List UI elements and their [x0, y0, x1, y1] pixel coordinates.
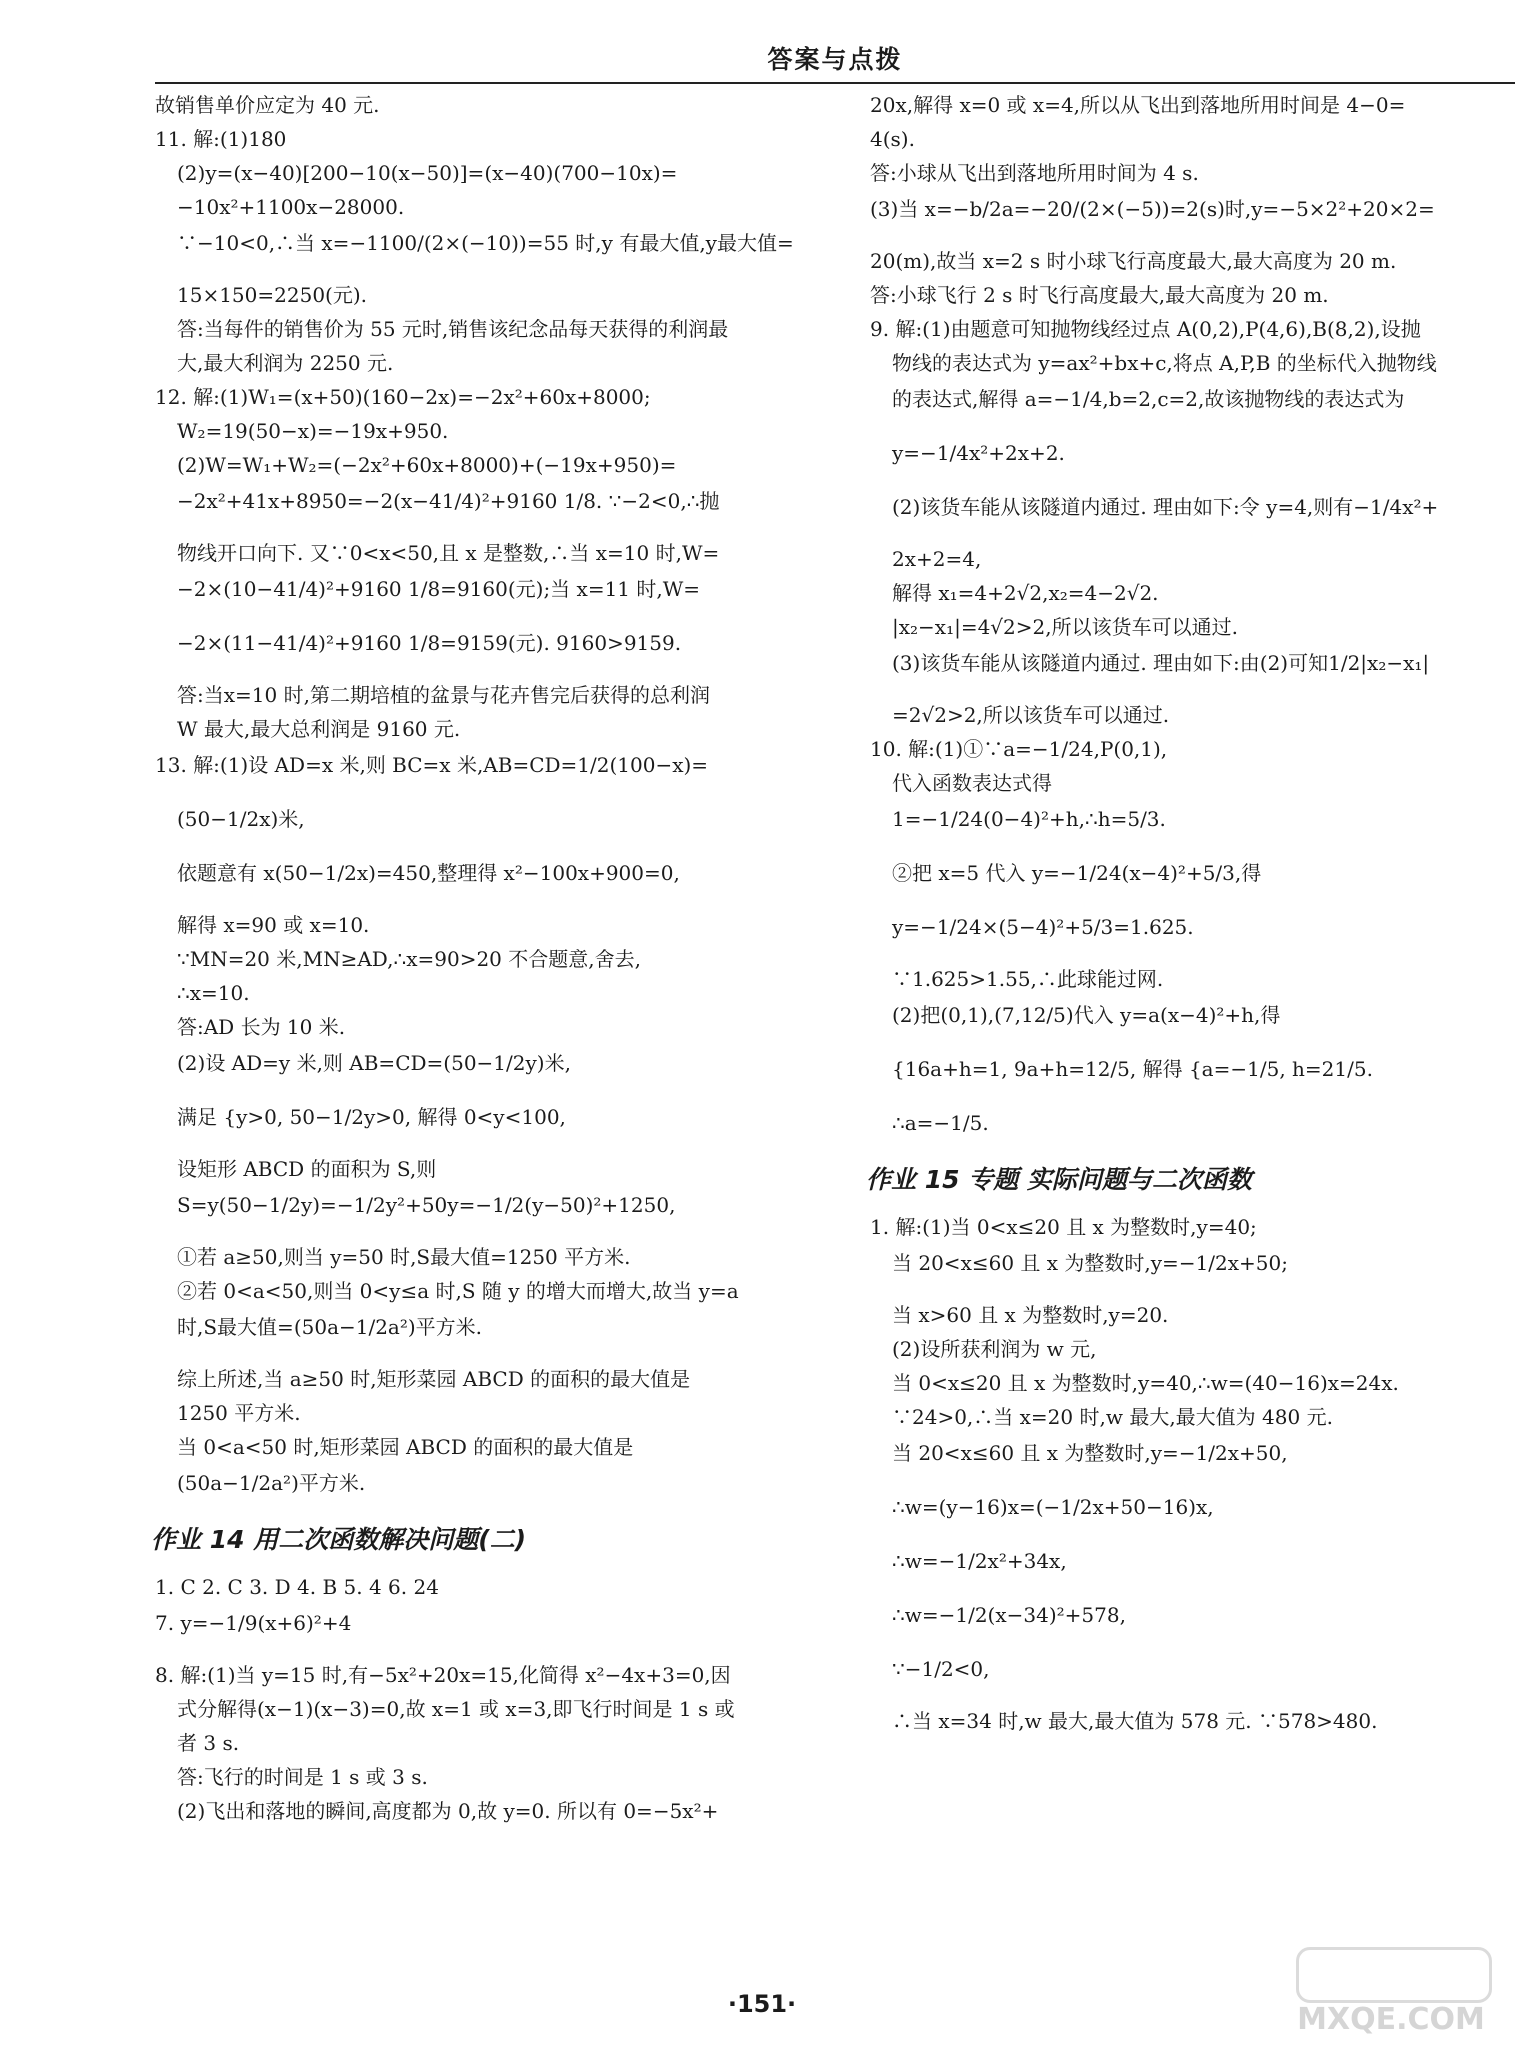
text-line: S=y(50−1/2y)=−1/2y²+50y=−1/2(y−50)²+1250,	[177, 1193, 676, 1217]
text-line: ∴a=−1/5.	[892, 1111, 989, 1135]
text-line: 代入函数表达式得	[892, 771, 1052, 795]
watermark-logo-icon	[1296, 1947, 1492, 2003]
text-line: |x₂−x₁|=4√2>2,所以该货车可以通过.	[892, 615, 1238, 639]
text-line: 物线开口向下. 又∵0<x<50,且 x 是整数,∴当 x=10 时,W=	[177, 541, 720, 565]
text-line: 综上所述,当 a≥50 时,矩形菜园 ABCD 的面积的最大值是	[177, 1367, 691, 1391]
text-line: 答:飞行的时间是 1 s 或 3 s.	[177, 1765, 428, 1789]
text-line: 当 20<x≤60 且 x 为整数时,y=−1/2x+50;	[892, 1251, 1288, 1275]
text-line: (2)设 AD=y 米,则 AB=CD=(50−1/2y)米,	[177, 1051, 571, 1075]
text-line: y=−1/4x²+2x+2.	[892, 441, 1065, 465]
text-line: 20x,解得 x=0 或 x=4,所以从飞出到落地所用时间是 4−0=	[870, 93, 1406, 117]
text-line: y=−1/24×(5−4)²+5/3=1.625.	[892, 915, 1194, 939]
text-line: 12. 解:(1)W₁=(x+50)(160−2x)=−2x²+60x+8000;	[155, 385, 651, 409]
text-line: 答:当x=10 时,第二期培植的盆景与花卉售完后获得的总利润	[177, 683, 710, 707]
text-line: −10x²+1100x−28000.	[177, 195, 405, 219]
text-line: 式分解得(x−1)(x−3)=0,故 x=1 或 x=3,即飞行时间是 1 s 或	[177, 1697, 735, 1721]
header-title: 答案与点拨	[767, 45, 903, 74]
text-line: 当 20<x≤60 且 x 为整数时,y=−1/2x+50,	[892, 1441, 1288, 1465]
text-line: −2x²+41x+8950=−2(x−41/4)²+9160 1/8. ∵−2<0,∴抛	[177, 489, 720, 513]
text-line: ②若 0<a<50,则当 0<y≤a 时,S 随 y 的增大而增大,故当 y=a	[177, 1279, 739, 1303]
text-line: 者 3 s.	[177, 1731, 240, 1755]
text-line: 13. 解:(1)设 AD=x 米,则 BC=x 米,AB=CD=1/2(100−x)=	[155, 753, 709, 777]
text-line: 当 0<a<50 时,矩形菜园 ABCD 的面积的最大值是	[177, 1435, 634, 1459]
text-line: 10. 解:(1)①∵a=−1/24,P(0,1),	[870, 737, 1168, 761]
text-line: 物线的表达式为 y=ax²+bx+c,将点 A,P,B 的坐标代入抛物线	[892, 351, 1437, 375]
text-line: (2)飞出和落地的瞬间,高度都为 0,故 y=0. 所以有 0=−5x²+	[177, 1799, 719, 1823]
text-line: 答:小球从飞出到落地所用时间为 4 s.	[870, 161, 1199, 185]
text-line: 依题意有 x(50−1/2x)=450,整理得 x²−100x+900=0,	[177, 861, 680, 885]
text-line: (3)当 x=−b/2a=−20/(2×(−5))=2(s)时,y=−5×2²+20×2=	[870, 197, 1435, 221]
text-line: ∵1.625>1.55,∴此球能过网.	[892, 967, 1164, 991]
text-line: 答:AD 长为 10 米.	[177, 1015, 346, 1039]
text-line: 满足 {y>0, 50−1/2y>0, 解得 0<y<100,	[177, 1105, 566, 1129]
text-line: 1. C 2. C 3. D 4. B 5. 4 6. 24	[155, 1575, 439, 1599]
text-line: ∴当 x=34 时,w 最大,最大值为 578 元. ∵578>480.	[892, 1709, 1378, 1733]
text-line: 4(s).	[870, 127, 915, 151]
text-line: {16a+h=1, 9a+h=12/5, 解得 {a=−1/5, h=21/5.	[892, 1057, 1373, 1081]
text-line: 2x+2=4,	[892, 547, 982, 571]
text-line: (2)设所获利润为 w 元,	[892, 1337, 1097, 1361]
text-line: (50a−1/2a²)平方米.	[177, 1471, 366, 1495]
text-line: (50−1/2x)米,	[177, 807, 305, 831]
page-number: ·151·	[727, 1990, 797, 2018]
watermark	[1276, 1947, 1506, 2037]
watermark-text: MXQE.COM	[1297, 2002, 1485, 2037]
text-line: 答:当每件的销售价为 55 元时,销售该纪念品每天获得的利润最	[177, 317, 729, 341]
text-line: 的表达式,解得 a=−1/4,b=2,c=2,故该抛物线的表达式为	[892, 387, 1405, 411]
text-line: ∴w=−1/2x²+34x,	[892, 1549, 1067, 1573]
text-line: ∴x=10.	[177, 981, 250, 1005]
text-line: 大,最大利润为 2250 元.	[177, 351, 394, 375]
section-heading: 作业 14 用二次函数解决问题(二)	[151, 1525, 527, 1554]
text-line: (3)该货车能从该隧道内通过. 理由如下:由(2)可知1/2|x₂−x₁|	[892, 651, 1430, 675]
text-line: 15×150=2250(元).	[177, 283, 367, 307]
text-line: ∴w=−1/2(x−34)²+578,	[892, 1603, 1126, 1627]
text-line: 解得 x=90 或 x=10.	[177, 913, 370, 937]
text-line: 1. 解:(1)当 0<x≤20 且 x 为整数时,y=40;	[870, 1215, 1257, 1239]
text-line: 故销售单价应定为 40 元.	[155, 93, 380, 117]
text-line: 当 x>60 且 x 为整数时,y=20.	[892, 1303, 1169, 1327]
text-line: 11. 解:(1)180	[155, 127, 287, 151]
text-line: ∵−1/2<0,	[892, 1657, 990, 1681]
text-line: =2√2>2,所以该货车可以通过.	[892, 703, 1170, 727]
text-line: 设矩形 ABCD 的面积为 S,则	[177, 1157, 437, 1181]
text-line: ②把 x=5 代入 y=−1/24(x−4)²+5/3,得	[892, 861, 1262, 885]
text-line: ∵24>0,∴当 x=20 时,w 最大,最大值为 480 元.	[892, 1405, 1333, 1429]
section-heading: 作业 15 专题 实际问题与二次函数	[866, 1165, 1252, 1194]
text-line: (2)y=(x−40)[200−10(x−50)]=(x−40)(700−10x)=	[177, 161, 678, 185]
text-line: 答:小球飞行 2 s 时飞行高度最大,最大高度为 20 m.	[870, 283, 1329, 307]
text-line: −2×(11−41/4)²+9160 1/8=9159(元). 9160>9159.	[177, 631, 682, 655]
text-line: (2)把(0,1),(7,12/5)代入 y=a(x−4)²+h,得	[892, 1003, 1281, 1027]
text-line: 7. y=−1/9(x+6)²+4	[155, 1611, 352, 1635]
text-line: 当 0<x≤20 且 x 为整数时,y=40,∴w=(40−16)x=24x.	[892, 1371, 1399, 1395]
text-line: 1250 平方米.	[177, 1401, 301, 1425]
text-line: ∵MN=20 米,MN≥AD,∴x=90>20 不合题意,舍去,	[177, 947, 641, 971]
text-line: 20(m),故当 x=2 s 时小球飞行高度最大,最大高度为 20 m.	[870, 249, 1397, 273]
right-column	[866, 93, 1510, 1745]
text-line: (2)该货车能从该隧道内通过. 理由如下:令 y=4,则有−1/4x²+	[892, 495, 1439, 519]
text-line: W₂=19(50−x)=−19x+950.	[177, 419, 449, 443]
left-column	[151, 93, 810, 1835]
page-header	[155, 26, 1515, 84]
text-line: ①若 a≥50,则当 y=50 时,S最大值=1250 平方米.	[177, 1245, 631, 1269]
text-line: ∴w=(y−16)x=(−1/2x+50−16)x,	[892, 1495, 1214, 1519]
text-line: 9. 解:(1)由题意可知抛物线经过点 A(0,2),P(4,6),B(8,2),设抛	[870, 317, 1421, 341]
text-line: 解得 x₁=4+2√2,x₂=4−2√2.	[892, 581, 1159, 605]
header-divider	[155, 82, 1515, 84]
text-line: W 最大,最大总利润是 9160 元.	[177, 717, 461, 741]
text-line: 时,S最大值=(50a−1/2a²)平方米.	[177, 1315, 483, 1339]
text-line: (2)W=W₁+W₂=(−2x²+60x+8000)+(−19x+950)=	[177, 453, 677, 477]
text-line: 1=−1/24(0−4)²+h,∴h=5/3.	[892, 807, 1166, 831]
text-line: 8. 解:(1)当 y=15 时,有−5x²+20x=15,化简得 x²−4x+3=0,因	[155, 1663, 731, 1687]
text-line: −2×(10−41/4)²+9160 1/8=9160(元);当 x=11 时,W=	[177, 577, 701, 601]
text-line: ∵−10<0,∴当 x=−1100/(2×(−10))=55 时,y 有最大值,y最大值=	[177, 231, 794, 255]
